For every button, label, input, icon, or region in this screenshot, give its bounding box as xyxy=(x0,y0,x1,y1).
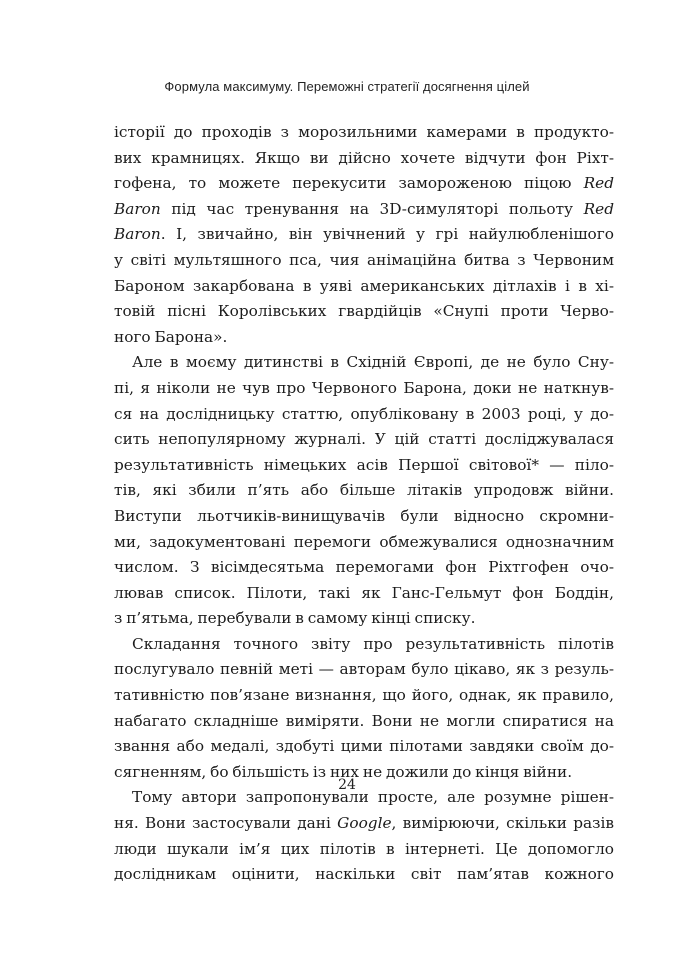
text-line xyxy=(114,657,614,683)
text-line xyxy=(114,222,614,248)
text-line xyxy=(114,504,614,530)
text-run: ного Барона». xyxy=(114,327,228,346)
text-line xyxy=(114,709,614,735)
text-run: сить непопулярному журналі. У цій статті досліджувалася xyxy=(114,430,614,449)
text-run: Тому автори запропонували просте, але розумне рішен- xyxy=(132,788,614,807)
text-run: Складання точного звіту про результативність пілотів xyxy=(132,634,614,653)
text-line xyxy=(114,555,614,581)
text-line xyxy=(114,402,614,428)
text-run: з п’ятьма, перебували в самому кінці списку. xyxy=(114,609,476,628)
text-run: тів, які збили п’ять або більше літаків упродовж війни. xyxy=(114,481,614,500)
text-line xyxy=(114,427,614,453)
italic-run: Red xyxy=(583,199,614,218)
text-run: Бароном закарбована в уяві американських дітлахів і в хі- xyxy=(114,276,614,295)
text-line xyxy=(114,350,614,376)
text-run: лював список. Пілоти, такі як Ганс-Гельмут фон Боддін, xyxy=(114,583,614,602)
italic-run: Baron xyxy=(114,225,161,244)
text-run: Виступи льотчиків-винищувачів були відносно скромни- xyxy=(114,506,614,525)
text-line xyxy=(114,325,614,351)
page-number: 24 xyxy=(338,777,356,793)
text-run: результативність німецьких асів Першої світової* — піло- xyxy=(114,455,614,474)
text-line xyxy=(114,376,614,402)
text-line xyxy=(114,837,614,863)
body-text xyxy=(114,120,614,888)
text-run: під час тренування на 3D-симуляторі польоту xyxy=(160,199,584,218)
running-head: Формула максимуму. Переможні стратегії досягнення цілей xyxy=(164,79,530,94)
text-line xyxy=(114,581,614,607)
text-line xyxy=(114,274,614,300)
text-line xyxy=(114,632,614,658)
text-line xyxy=(114,453,614,479)
italic-run: Red xyxy=(583,174,614,193)
text-run: , вимірюючи, скільки разів xyxy=(391,814,614,833)
text-line xyxy=(114,811,614,837)
text-run: вих крамницях. Якщо ви дійсно хочете відчути фон Ріхт- xyxy=(114,148,614,167)
text-run: пі, я ніколи не чув про Червоного Барона, доки не наткнув- xyxy=(114,378,614,397)
text-line xyxy=(114,248,614,274)
text-line xyxy=(114,299,614,325)
text-run: сягненням, бо більшість із них не дожили до кінця війни. xyxy=(114,762,573,781)
text-line xyxy=(114,120,614,146)
text-run: . І, звичайно, він увічнений у грі найулюбленішого xyxy=(160,225,614,244)
italic-run: Baron xyxy=(114,199,161,218)
text-line xyxy=(114,606,614,632)
text-run: ми, задокументовані перемоги обмежувалися однозначним xyxy=(114,532,614,551)
text-run: люди шукали ім’я цих пілотів в інтернеті. Це допомогло xyxy=(114,839,614,858)
text-line xyxy=(114,146,614,172)
text-run: історії до проходів з морозильними камерами в продукто- xyxy=(114,123,614,141)
text-run: товій пісні Королівських гвардійців «Снупі проти Черво- xyxy=(114,302,614,321)
text-line xyxy=(114,197,614,223)
text-line xyxy=(114,862,614,888)
text-line xyxy=(114,478,614,504)
text-run: Але в моєму дитинстві в Східній Європі, де не було Сну- xyxy=(132,353,614,372)
text-run: набагато складніше виміряти. Вони не могли спиратися на xyxy=(114,711,614,730)
text-run: ня. Вони застосували дані xyxy=(114,814,338,833)
text-run: послугувало певній меті — авторам було цікаво, як з резуль- xyxy=(114,660,614,679)
text-run: числом. З вісімдесятьма перемогами фон Ріхтгофен очо- xyxy=(114,558,614,577)
text-line xyxy=(114,171,614,197)
text-run: гофена, то можете перекусити замороженою піцою xyxy=(114,174,584,193)
text-line xyxy=(114,734,614,760)
text-run: звання або медалі, здобуті цими пілотами завдяки своїм до- xyxy=(114,737,614,756)
text-run: у світі мультяшного пса, чия анімаційна битва з Червоним xyxy=(114,250,614,269)
text-line xyxy=(114,683,614,709)
text-line xyxy=(114,530,614,556)
text-run: тативністю пов’язане визнання, що його, однак, як правило, xyxy=(114,686,614,705)
text-run: дослідникам оцінити, наскільки світ пам’ятав кожного xyxy=(114,865,614,884)
italic-run: Google xyxy=(337,814,392,833)
text-run: ся на дослідницьку статтю, опубліковану в 2003 році, у до- xyxy=(114,404,614,423)
